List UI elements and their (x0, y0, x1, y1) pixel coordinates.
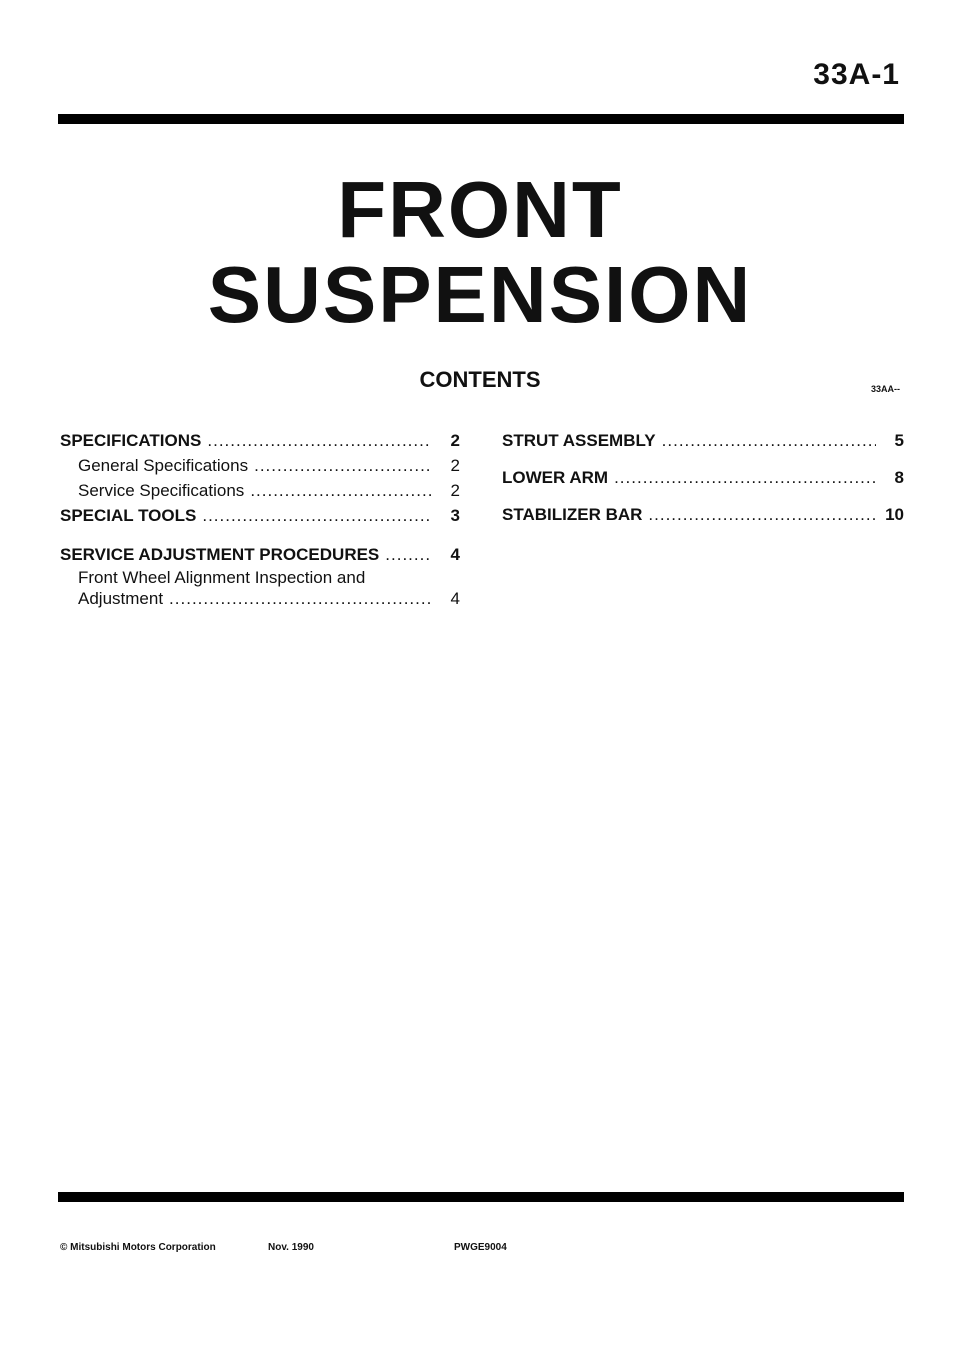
dot-leader (385, 542, 432, 567)
toc-page: 10 (885, 505, 904, 524)
top-rule (58, 114, 904, 124)
toc-page: 4 (450, 545, 460, 564)
toc-label: STABILIZER BAR (502, 505, 643, 524)
toc-label: STRUT ASSEMBLY (502, 431, 656, 450)
dot-leader (614, 465, 876, 490)
page-number: 33A-1 (813, 58, 900, 91)
dot-leader (250, 478, 432, 503)
title-line-2: SUSPENSION (207, 250, 753, 339)
toc-entry-service-adjustment-procedures[interactable] (60, 542, 460, 567)
bottom-rule (58, 1192, 904, 1202)
footer-copyright: © Mitsubishi Motors Corporation (60, 1242, 216, 1253)
toc-label: SPECIFICATIONS (60, 431, 202, 450)
toc-entry-strut-assembly[interactable] (502, 428, 904, 453)
dot-leader (662, 428, 876, 453)
toc-page: 3 (450, 506, 460, 525)
toc-entry-special-tools[interactable] (60, 503, 460, 528)
toc-entry-service-specifications[interactable] (60, 478, 460, 503)
toc-entry-specifications[interactable] (60, 428, 460, 453)
toc-label: SPECIAL TOOLS (60, 506, 197, 525)
toc-label: SERVICE ADJUSTMENT PROCEDURES (60, 545, 380, 564)
toc-label-line-2: Adjustment (78, 589, 164, 608)
title-line-1: FRONT (337, 165, 623, 254)
contents-heading: CONTENTS (419, 367, 541, 392)
toc-label-line-1: Front Wheel Alignment Inspection and (78, 568, 366, 587)
dot-leader (207, 428, 432, 453)
toc-entry-front-wheel-alignment[interactable] (60, 567, 460, 609)
dot-leader (169, 588, 432, 609)
toc-page: 4 (450, 589, 460, 608)
footer-publication-code: PWGE9004 (454, 1242, 507, 1253)
section-code-mark: 33AA-- (870, 384, 900, 394)
toc-page: 5 (894, 431, 904, 450)
toc-label: LOWER ARM (502, 468, 609, 487)
dot-leader (254, 453, 432, 478)
dot-leader (202, 503, 432, 528)
toc-left-column (60, 428, 460, 609)
toc-label: General Specifications (78, 456, 249, 475)
toc-page: 2 (450, 431, 460, 450)
toc-entry-stabilizer-bar[interactable] (502, 502, 904, 527)
toc-entry-general-specifications[interactable] (60, 453, 460, 478)
toc-right-column (502, 428, 904, 527)
footer-date: Nov. 1990 (268, 1242, 314, 1253)
dot-leader (648, 502, 876, 527)
toc-label: Service Specifications (78, 481, 245, 500)
toc-page: 8 (894, 468, 904, 487)
toc-entry-lower-arm[interactable] (502, 465, 904, 490)
toc-page: 2 (450, 481, 460, 500)
toc-page: 2 (450, 456, 460, 475)
